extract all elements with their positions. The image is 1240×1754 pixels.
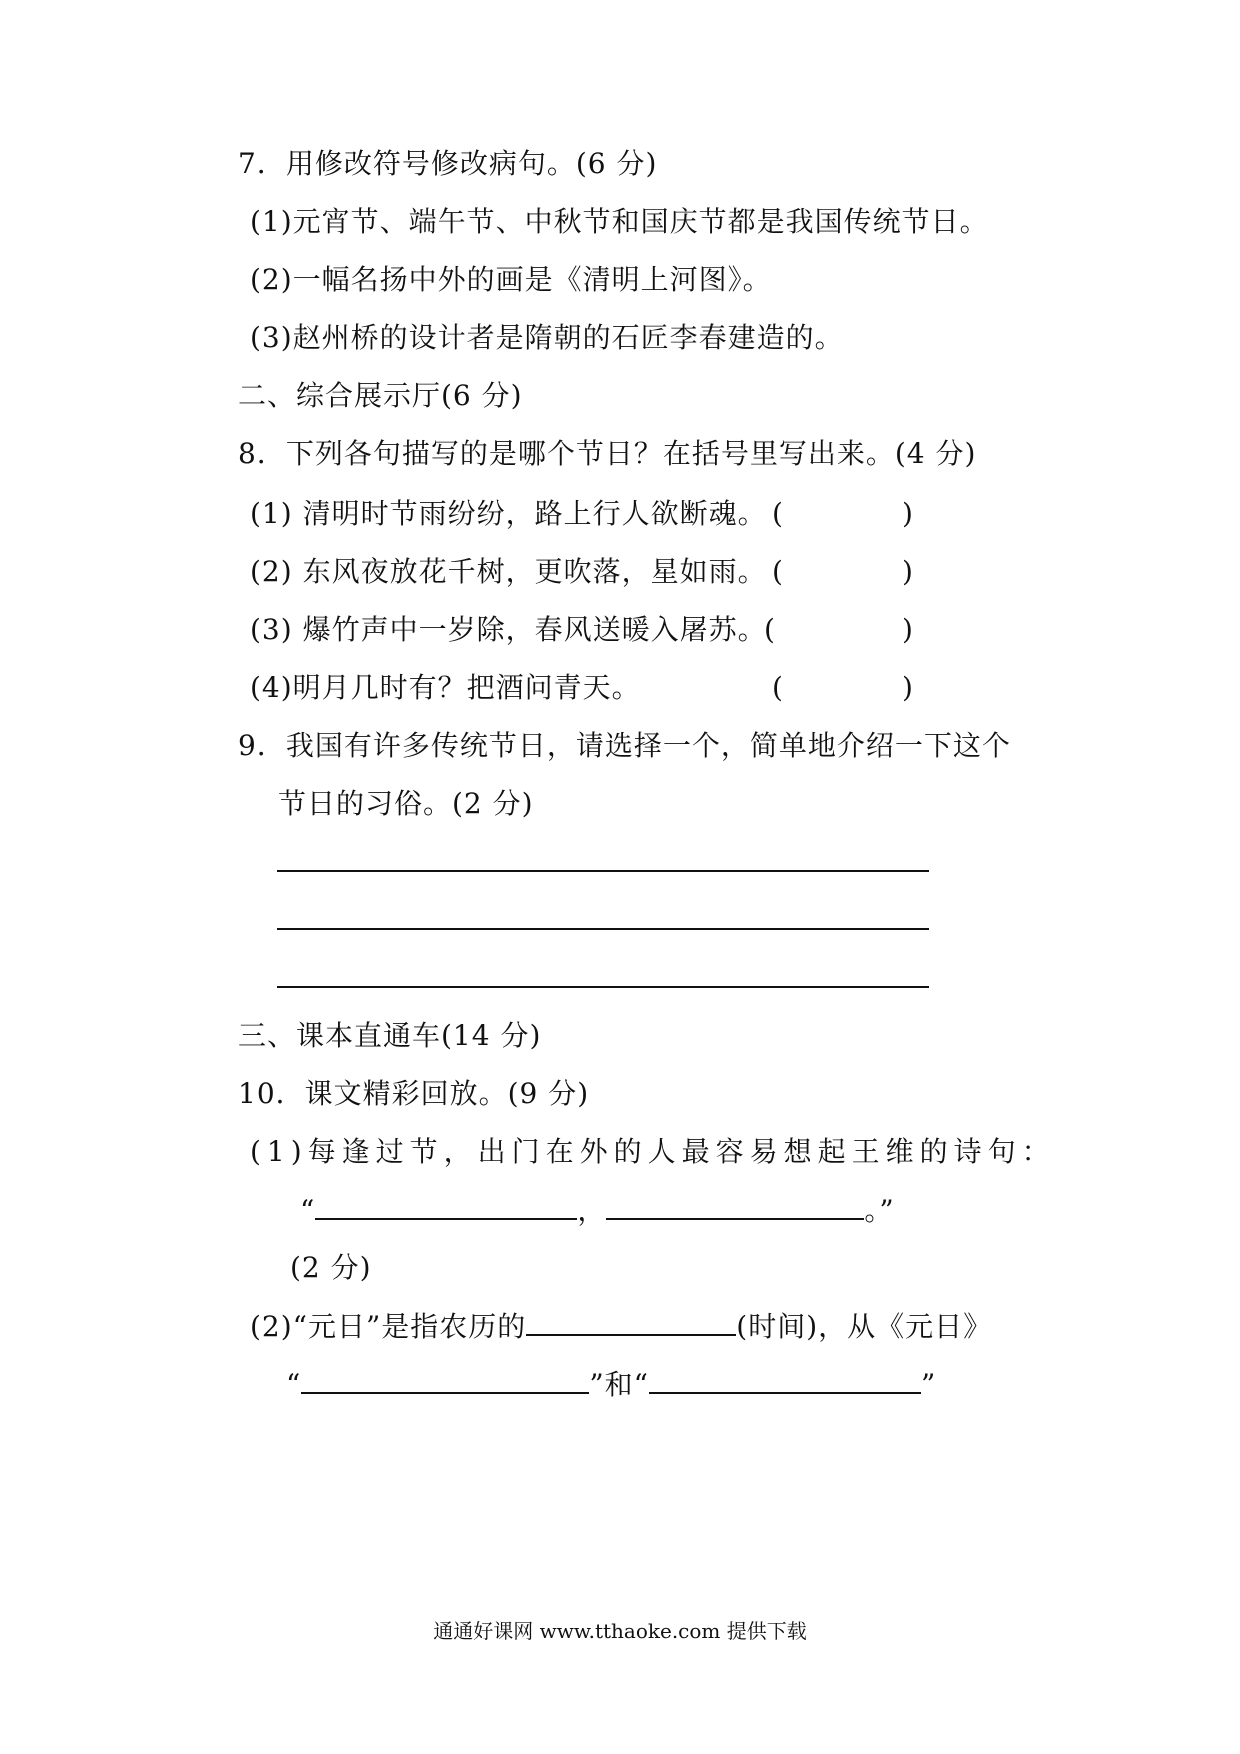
q8-item-2-text: (2) 东风夜放花千树，更吹落，星如雨。 [250, 555, 767, 588]
q10-item-1-blank-1[interactable] [315, 1192, 577, 1220]
q8-item-1-open-paren: ( [772, 497, 783, 530]
q7-item-2: (2)一幅名扬中外的画是《清明上河图》。 [250, 263, 772, 296]
q7-item-3: (3)赵州桥的设计者是隋朝的石匠李春建造的。 [250, 321, 844, 354]
q9-answer-line-2[interactable] [277, 928, 929, 930]
q8-item-3-close-paren: ) [902, 613, 913, 646]
q10-item-1-comma: ， [577, 1194, 607, 1227]
q10-item-1-open-quote: “ [300, 1194, 316, 1227]
q10-item-2-open-quote: “ [286, 1368, 302, 1401]
q10-item-2-line-2 [286, 1366, 936, 1403]
q10-item-2-blank-1[interactable] [526, 1308, 736, 1336]
q10-item-2-middle: ”和“ [589, 1368, 649, 1401]
q10-title: 10．课文精彩回放。(9 分) [238, 1077, 590, 1110]
q8-item-4-text: (4)明月几时有？把酒问青天。 [250, 671, 641, 704]
q8-item-3-open-paren: ( [764, 613, 775, 646]
q10-item-2-prefix: (2)“元日”是指农历的 [250, 1310, 527, 1343]
q10-item-2-blank-3[interactable] [649, 1366, 921, 1394]
q9-title-line-1: 9．我国有许多传统节日，请选择一个，简单地介绍一下这个 [238, 729, 1011, 762]
q10-item-1-text: (1)每逢过节，出门在外的人最容易想起王维的诗句： [250, 1135, 1056, 1168]
q9-answer-line-3[interactable] [277, 986, 929, 988]
q9-answer-line-1[interactable] [277, 870, 929, 872]
q7-item-1: (1)元宵节、端午节、中秋节和国庆节都是我国传统节日。 [250, 205, 989, 238]
q10-item-1-score: (2 分) [290, 1251, 372, 1284]
q10-item-2-suffix: (时间)，从《元日》 [736, 1310, 993, 1343]
q8-title: 8．下列各句描写的是哪个节日？在括号里写出来。(4 分) [238, 437, 977, 470]
section-3-heading: 三、课本直通车(14 分) [238, 1019, 542, 1052]
section-2-heading: 二、综合展示厅(6 分) [238, 379, 523, 412]
q8-item-4-open-paren: ( [772, 671, 783, 704]
q8-item-2-close-paren: ) [902, 555, 913, 588]
q8-item-3-text: (3) 爆竹声中一岁除，春风送暖入屠苏。 [250, 613, 767, 646]
page-footer: 通通好课网 www.tthaoke.com 提供下载 [433, 1619, 807, 1643]
q9-title-line-2: 节日的习俗。(2 分) [278, 787, 534, 820]
q10-item-1-blank-2[interactable] [606, 1192, 864, 1220]
q8-item-1-text: (1) 清明时节雨纷纷，路上行人欲断魂。 [250, 497, 767, 530]
q8-item-2-open-paren: ( [772, 555, 783, 588]
q7-title: 7．用修改符号修改病句。(6 分) [238, 147, 658, 180]
q10-item-1-close: 。” [864, 1194, 895, 1227]
q10-item-2-blank-2[interactable] [301, 1366, 589, 1394]
q10-item-1-blanks-line [300, 1192, 895, 1229]
q8-item-1-close-paren: ) [902, 497, 913, 530]
q10-item-2-line-1 [250, 1308, 992, 1345]
q10-item-2-close-quote: ” [920, 1368, 937, 1401]
q8-item-4-close-paren: ) [902, 671, 913, 704]
